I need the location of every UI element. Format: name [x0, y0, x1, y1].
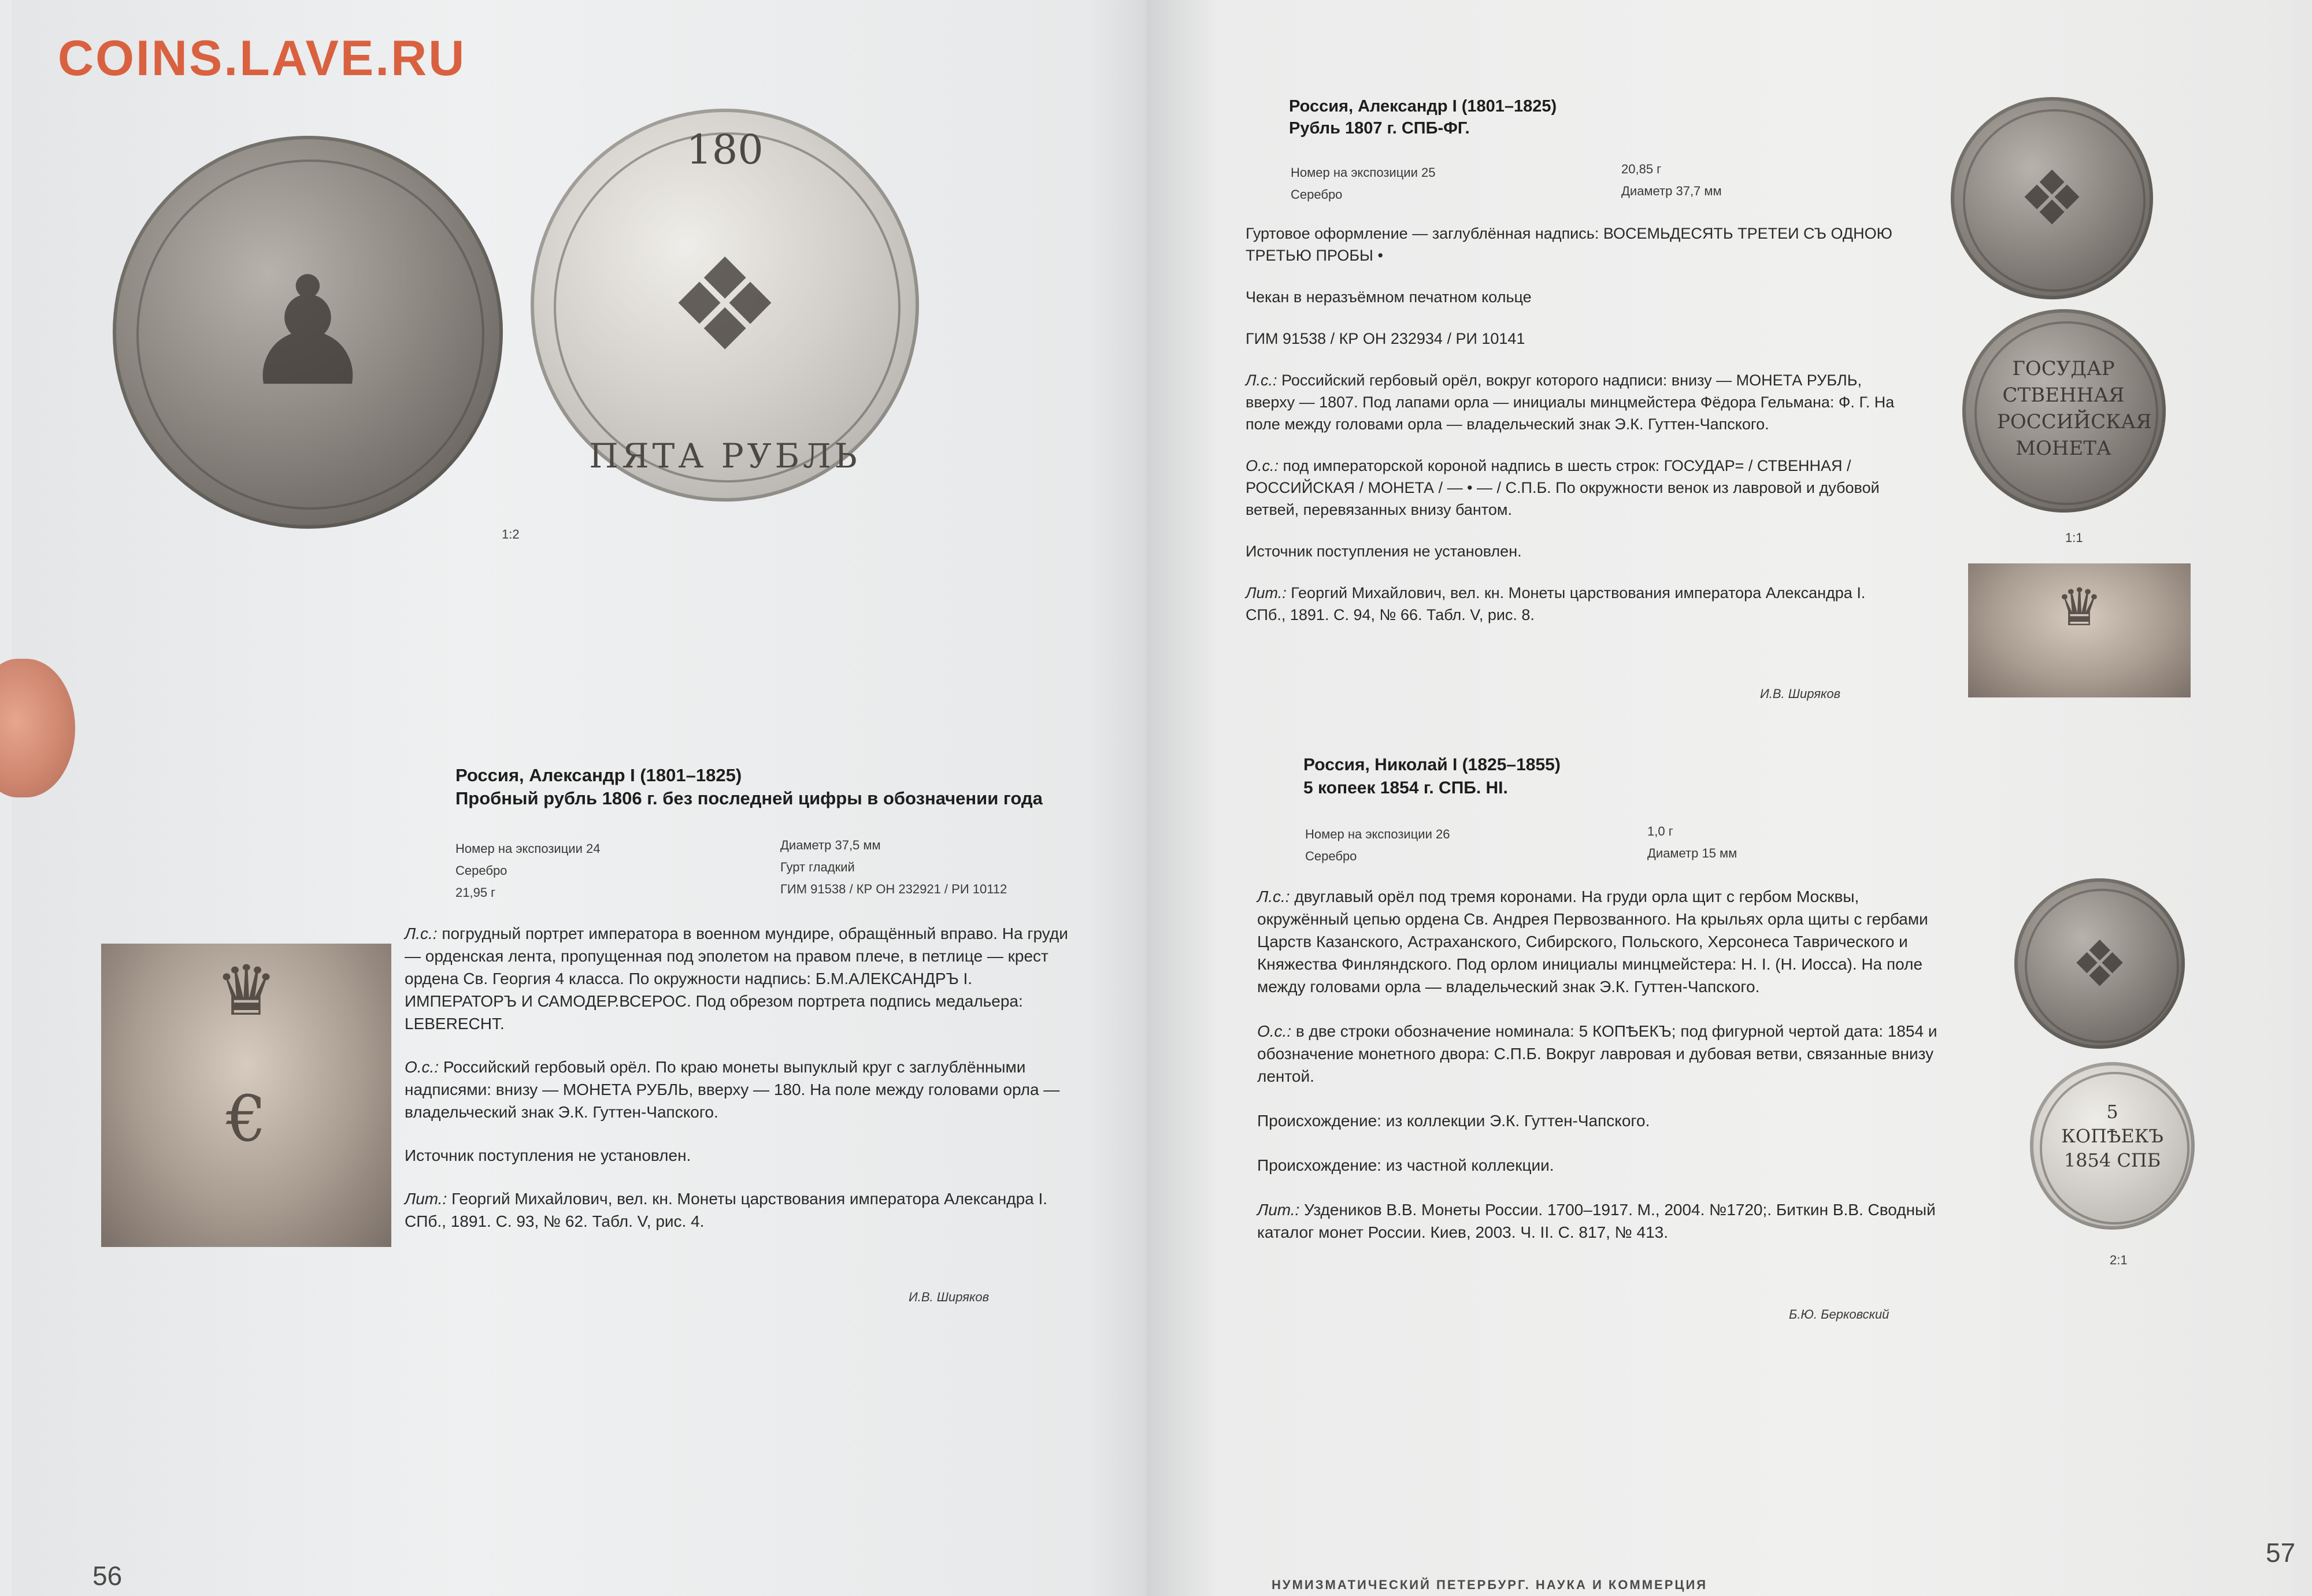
entry-meta-right	[780, 834, 1007, 900]
meta-inventory: ГИМ 91538 / КР ОН 232921 / РИ 10112	[780, 882, 1007, 896]
monogram-icon: €	[226, 1081, 266, 1156]
coin-denomination-text: ПЯТА РУБЛЬ	[589, 436, 861, 476]
portrait-icon: ♟	[240, 245, 376, 420]
meta-diameter: Диаметр 37,7 мм	[1621, 184, 1722, 198]
reverse-paragraph	[1257, 1020, 1945, 1087]
meta-metal: Серебро	[1305, 849, 1357, 863]
entry-title-line2: Пробный рубль 1806 г. без последней цифры в обозначении года	[455, 788, 1043, 808]
eagle-icon: ❖	[2071, 926, 2128, 1001]
provenance-paragraph: Происхождение: из коллекции Э.К. Гуттен-Чапского.	[1257, 1112, 1650, 1130]
crown-icon: ♛	[2056, 577, 2103, 638]
entry1-author: И.В. Ширяков	[1760, 686, 1841, 701]
meta-diameter: Диаметр 15 мм	[1647, 846, 1737, 860]
coin-1807-reverse	[1962, 309, 2166, 513]
obverse-text: двуглавый орёл под тремя коронами. На груди орла щит с гербом Москвы, окружённый цепью ордена Св. Андрея Первозванного. На крыльях орла щиты с гербами Царств Казанского, Астраханского, Сибирского, Польского, Херсонеса Таврического и Княжества Финляндского. Под орлом инициалы минцмейстера: Н. I. (Н. Иосса). На поле между головами орла — владельческий знак Э.К. Гуттен-Чапского.	[1257, 888, 1928, 996]
obverse-label: Л.с.:	[1246, 372, 1277, 389]
obverse-paragraph	[405, 922, 1069, 1035]
literature-label: Лит.:	[1257, 1201, 1300, 1219]
reverse-paragraph	[405, 1056, 1069, 1123]
entry2-title-line2: 5 копеек 1854 г. СПБ. НI.	[1303, 778, 1508, 797]
reverse-label: О.с.:	[1246, 457, 1279, 474]
meta-metal: Серебро	[1291, 187, 1343, 202]
photo-scale: 1:2	[502, 527, 520, 541]
literature-text: Георгий Михайлович, вел. кн. Монеты царствования императора Александра I. СПб., 1891. С. 93, № 62. Табл. V, рис. 4.	[405, 1190, 1048, 1230]
minting-paragraph: Чекан в неразъёмном печатном кольце	[1246, 288, 1532, 306]
reverse-label: О.с.:	[405, 1058, 439, 1076]
entry2-description	[1257, 885, 1945, 1264]
meta-weight: 20,85 г	[1621, 162, 1662, 176]
entry1-meta-left	[1291, 162, 1435, 206]
photo-scale-entry1: 1:1	[2065, 530, 2083, 545]
entry-title-line1: Россия, Александр I (1801–1825)	[455, 765, 742, 785]
reverse-paragraph	[1246, 455, 1899, 521]
coin-obverse-portrait	[113, 136, 503, 529]
coin-reverse-legend: 5 КОПѢЕКЪ 1854 СПБ	[2061, 1101, 2163, 1171]
coin-reverse-eagle	[531, 109, 919, 502]
coin-1807-obverse	[1951, 97, 2153, 299]
eagle-icon: ❖	[2018, 154, 2086, 242]
page-number-right: 57	[2266, 1538, 2296, 1568]
entry2-title	[1303, 754, 1561, 800]
obverse-text: Российский гербовый орёл, вокруг которого надписи: внизу — МОНЕТА РУБЛЬ, вверху — 1807. Под лапами орла — инициалы минцмейстера Фёдора Гельмана: Ф. Г. На поле между головами орла — владельческий знак Э.К. Гуттен-Чапского.	[1246, 372, 1895, 433]
entry1-title-line2: Рубль 1807 г. СПБ-ФГ.	[1289, 119, 1470, 138]
entry1-title	[1289, 95, 1557, 139]
obverse-label: Л.с.:	[1257, 888, 1290, 905]
detail-photo-monogram	[101, 944, 391, 1247]
entry2-meta-left	[1305, 823, 1450, 867]
meta-exhibit-number: Номер на экспозиции 24	[455, 841, 601, 856]
entry2-title-line1: Россия, Николай I (1825–1855)	[1303, 755, 1561, 774]
obverse-label: Л.с.:	[405, 925, 438, 942]
photo-scale-entry2: 2:1	[2110, 1253, 2128, 1267]
detail-photo-1807	[1968, 563, 2191, 697]
obverse-paragraph	[1257, 885, 1945, 998]
inventory-paragraph: ГИМ 91538 / КР ОН 232934 / РИ 10141	[1246, 330, 1525, 347]
watermark: COINS.LAVE.RU	[58, 31, 466, 86]
reverse-label: О.с.:	[1257, 1022, 1292, 1040]
obverse-text: погрудный портрет императора в военном мундире, обращённый вправо. На груди — орденская лента, пропущенная под эполетом на правом плече, в петлице — крест ордена Св. Георгия 4 класса. По окружности надпись: Б.М.АЛЕКСАНДРЪ I. ИМПЕРАТОРЪ И САМОДЕР.ВСЕРОС. Под обрезом портрета подпись медальера: LEBERECHT.	[405, 925, 1068, 1033]
crown-icon: ♛	[215, 951, 277, 1031]
reverse-text: Российский гербовый орёл. По краю монеты выпуклый круг с заглублёнными надписями: внизу — МОНЕТА РУБЛЬ, вверху — 180. На поле между головами орла — владельческий знак Э.К. Гуттен-Чапского.	[405, 1058, 1060, 1121]
reverse-text: под императорской короной надпись в шесть строк: ГОСУДАР= / СТВЕННАЯ / РОССИЙСКАЯ / МОНЕТА / — • — / С.П.Б. По окружности венок из лавровой и дубовой ветвей, перевязанных внизу бантом.	[1246, 457, 1880, 518]
literature-text: Уздеников В.В. Монеты России. 1700–1917. М., 2004. №1720;. Биткин В.В. Сводный каталог монет России. Киев, 2003. Ч. II. С. 817, № 413.	[1257, 1201, 1936, 1241]
literature-text: Георгий Михайлович, вел. кн. Монеты царствования императора Александра I. СПб., 1891. С. 94, № 66. Табл. V, рис. 8.	[1246, 584, 1866, 623]
meta-weight: 1,0 г	[1647, 824, 1673, 838]
literature-paragraph	[405, 1187, 1069, 1233]
literature-paragraph	[1257, 1198, 1945, 1244]
entry2-author: Б.Ю. Берковский	[1789, 1307, 1889, 1322]
meta-diameter: Диаметр 37,5 мм	[780, 838, 881, 852]
entry2-meta-right	[1647, 821, 1737, 864]
entry-description	[405, 922, 1069, 1253]
meta-exhibit-number: Номер на экспозиции 26	[1305, 827, 1450, 841]
coin-5kop-reverse	[2030, 1062, 2195, 1230]
page-number-left: 56	[92, 1561, 123, 1591]
literature-label: Лит.:	[1246, 584, 1287, 602]
entry1-meta-right	[1621, 158, 1722, 202]
meta-exhibit-number: Номер на экспозиции 25	[1291, 165, 1436, 180]
literature-label: Лит.:	[405, 1190, 447, 1208]
entry1-description	[1246, 222, 1899, 647]
entry-meta-left	[455, 838, 600, 904]
obverse-paragraph	[1246, 369, 1899, 435]
coin-5kop-obverse	[2014, 878, 2185, 1049]
author-signature: И.В. Ширяков	[909, 1290, 990, 1304]
coin-year-text: 180	[686, 126, 764, 173]
edge-paragraph: Гуртовое оформление — заглублённая надпись: ВОСЕМЬДЕСЯТЬ ТРЕТЕИ СЪ ОДНОЮ ТРЕТЬЮ ПРОБЫ •	[1246, 225, 1892, 264]
entry-title	[455, 764, 1043, 810]
eagle-icon: ❖	[668, 231, 782, 379]
meta-metal: Серебро	[455, 863, 507, 878]
coin-reverse-legend: ГОСУДАР СТВЕННАЯ РОССИЙСКАЯ МОНЕТА	[1997, 357, 2152, 460]
meta-weight: 21,95 г	[455, 885, 496, 900]
reverse-text: в две строки обозначение номинала: 5 КОПѢЕКЪ; под фигурной чертой дата: 1854 и обозначение монетного двора: С.П.Б. Вокруг лавровая и дубовая ветви, связанные внизу лентой.	[1257, 1022, 1937, 1085]
meta-edge: Гурт гладкий	[780, 860, 855, 874]
source-paragraph: Источник поступления не установлен.	[1246, 543, 1522, 560]
entry1-title-line1: Россия, Александр I (1801–1825)	[1289, 97, 1557, 116]
literature-paragraph	[1246, 582, 1899, 626]
provenance-paragraph: Происхождение: из частной коллекции.	[1257, 1156, 1554, 1174]
page-footer: НУМИЗМАТИЧЕСКИЙ ПЕТЕРБУРГ. НАУКА И КОММЕРЦИЯ	[1272, 1578, 1708, 1592]
source-paragraph: Источник поступления не установлен.	[405, 1146, 691, 1164]
